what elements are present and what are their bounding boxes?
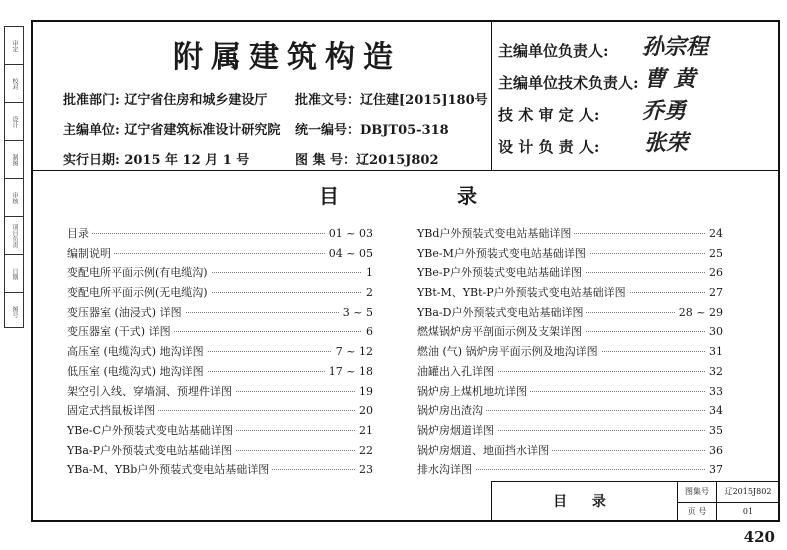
toc-entry-title: YBt-M、YBt-P户外预装式变电站基础详图 [417,283,629,303]
toc-entry-title: 低压室 (电缆沟式) 地沟详图 [67,362,207,382]
toc-entry [417,303,723,323]
toc-title-right: 录 [457,184,477,208]
toc-entry [417,283,723,303]
toc-entry-title: YBd户外预装式变电站基础详图 [417,224,574,244]
sig-label-review: 技 术 审 定 人: [498,106,600,124]
toc-entry-page: 25 [705,244,723,264]
atlas-no: 图 集 号：辽2015J802 [295,153,439,168]
approval-doc: 批准文号：辽住建[2015]180号 [295,93,488,108]
toc-entry-title: 排水沟详图 [417,460,475,480]
toc-entry [417,224,723,244]
toc-entry [67,460,373,480]
toc-entry-title: 燃煤锅炉房平剖面示例及支架详图 [417,322,585,342]
signature-chief: 孙宗程 [642,35,709,60]
effective-date: 实行日期: 2015 年 12 月 1 号 [63,153,250,168]
toc-entry-page: 23 [355,460,373,480]
toc-entry [417,382,723,402]
toc-entry-title: 锅炉房上煤机地坑详图 [417,382,530,402]
toc-entry-title: 编制说明 [67,244,114,264]
binding-cell: 项目负责 [5,217,23,255]
toc-entry-title: 变压器室 (干式) 详图 [67,322,174,342]
toc-entry-page: 22 [355,441,373,461]
title-block [491,481,779,522]
toc-entry-title: 变压器室 (油浸式) 详图 [67,303,185,323]
toc-entry-title: 锅炉房烟道、地面挡水详图 [417,441,552,461]
toc-entry [417,342,723,362]
binding-cell: 审核 [5,179,23,217]
toc-entry-title: 锅炉房烟道详图 [417,421,497,441]
toc-entry-page: 28 ~ 29 [675,303,723,323]
approval-dept: 批准部门: 辽宁省住房和城乡建设厅 [63,93,268,108]
toc-entry-page: 6 [362,322,373,342]
toc-entry-page: 34 [705,401,723,421]
toc-entry [417,322,723,342]
toc-entry-page: 35 [705,421,723,441]
toc-entry-title: YBa-P户外预装式变电站基础详图 [67,441,235,461]
binding-cell: 校对 [5,65,23,103]
toc-title-left: 目 [319,184,339,208]
toc-entry-page: 21 [355,421,373,441]
editor-unit: 主编单位: 辽宁省建筑标准设计研究院 [63,123,281,138]
toc-entry [417,401,723,421]
atlas-label: 图集号 [678,482,717,502]
toc-entry [67,342,373,362]
toc-entry-page: 27 [705,283,723,303]
signature-review: 乔勇 [642,99,687,124]
toc-entry-page: 33 [705,382,723,402]
toc-entry [67,382,373,402]
toc-entry-title: 燃油 (气) 锅炉房平面示例及地沟详图 [417,342,601,362]
toc-entry-title: 锅炉房出渣沟 [417,401,486,421]
toc-entry [67,362,373,382]
title-block-name: 目 录 [553,494,616,510]
toc-entry-page: 36 [705,441,723,461]
toc-entry-title: YBe-P户外预装式变电站基础详图 [417,263,585,283]
page-title: 附属建筑构造 [173,40,401,75]
toc-entry [67,303,373,323]
page-label: 页 号 [678,502,717,522]
toc-entry-title: 架空引入线、穿墙洞、预埋件详图 [67,382,235,402]
toc-entry-page: 04 ~ 05 [325,244,373,264]
toc-entry-page: 26 [705,263,723,283]
toc-entry [67,421,373,441]
toc-entry [417,362,723,382]
sig-label-chief: 主编单位负责人: [498,42,609,60]
toc-entry [417,421,723,441]
page-number: 420 [743,528,775,546]
binding-strip [4,26,24,328]
toc-entry [417,441,723,461]
atlas-value: 辽2015J802 [724,487,772,496]
drawing-frame [31,20,780,522]
toc-entry-title: 变配电所平面示例(有电缆沟) [67,263,211,283]
binding-cell: 设计 [5,103,23,141]
toc-entry-title: 油罐出入孔详图 [417,362,497,382]
toc-left-column [67,224,373,480]
toc-entry-page: 01 ~ 03 [325,224,373,244]
toc-entry-title: YBe-C户外预装式变电站基础详图 [67,421,236,441]
toc-entry [67,441,373,461]
toc-entry-page: 32 [705,362,723,382]
toc-entry-page: 20 [355,401,373,421]
header [33,22,778,171]
toc-entry [67,244,373,264]
binding-cell: 制图 [5,141,23,179]
toc-entry [67,224,373,244]
signature-panel [491,22,779,170]
toc-entry [417,263,723,283]
toc-entry [67,401,373,421]
sig-label-tech: 主编单位技术负责人: [498,74,639,92]
toc-entry-title: YBa-D户外预装式变电站基础详图 [417,303,586,323]
toc-entry [67,283,373,303]
title-block-grid [677,482,780,522]
page-value: 01 [742,507,754,516]
signature-tech: 曹 黄 [644,67,696,92]
sig-label-design: 设 计 负 责 人: [498,138,600,156]
binding-cell: 图号 [11,305,18,318]
binding-cell: 日期 [5,255,23,293]
toc-entry-page: 17 ~ 18 [325,362,373,382]
toc-entry-title: YBe-M户外预装式变电站基础详图 [417,244,589,264]
toc-entry-page: 31 [705,342,723,362]
toc-entry-title: YBa-M、YBb户外预装式变电站基础详图 [67,460,272,480]
toc-entry-title: 固定式挡鼠板详图 [67,401,158,421]
toc-entry-page: 24 [705,224,723,244]
toc-entry-page: 3 ~ 5 [339,303,373,323]
toc-entry [417,460,723,480]
toc-entry [67,322,373,342]
toc-entry-page: 19 [355,382,373,402]
toc-entry-title: 高压室 (电缆沟式) 地沟详图 [67,342,207,362]
signature-design: 张荣 [644,131,689,156]
toc-right-column [417,224,723,480]
toc-entry [417,244,723,264]
toc-entry-page: 2 [362,283,373,303]
toc-entry-page: 30 [705,322,723,342]
toc-entry-title: 变配电所平面示例(无电缆沟) [67,283,211,303]
toc-entry-title: 目录 [67,224,92,244]
toc-entry-page: 7 ~ 12 [332,342,373,362]
unified-no: 统一编号：DBJT05-318 [295,123,449,138]
binding-cell: 审定 [5,27,23,65]
toc-entry [67,263,373,283]
toc-entry-page: 1 [362,263,373,283]
toc-entry-page: 37 [705,460,723,480]
header-info [33,22,491,170]
